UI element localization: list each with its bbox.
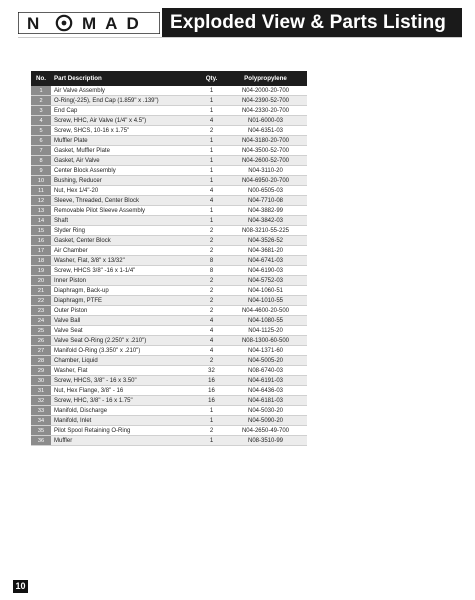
table-row (31, 276, 307, 286)
quantity-cell: 32 (199, 366, 224, 376)
table-row (31, 216, 307, 226)
polypropylene-part-cell: N04-3180-20-700 (224, 136, 307, 146)
part-number-cell: 30 (31, 376, 51, 386)
table-row (31, 326, 307, 336)
polypropylene-part-cell: N04-3842-03 (224, 216, 307, 226)
part-number-cell: 1 (31, 86, 51, 96)
quantity-cell: 4 (199, 316, 224, 326)
quantity-cell: 1 (199, 176, 224, 186)
part-number-cell: 8 (31, 156, 51, 166)
polypropylene-part-cell: N04-3882-99 (224, 206, 307, 216)
polypropylene-part-cell: N04-1060-51 (224, 286, 307, 296)
polypropylene-part-cell: N04-1010-55 (224, 296, 307, 306)
part-description-cell: Screw, HHCS 3/8" -16 x 1-1/4" (51, 266, 199, 276)
part-number-cell: 34 (31, 416, 51, 426)
part-description-cell: Slyder Ring (51, 226, 199, 236)
quantity-cell: 1 (199, 86, 224, 96)
polypropylene-part-cell: N04-4600-20-500 (224, 306, 307, 316)
part-description-cell: Air Valve Assembly (51, 86, 199, 96)
part-number-cell: 32 (31, 396, 51, 406)
polypropylene-part-cell: N04-5752-03 (224, 276, 307, 286)
table-row (31, 156, 307, 166)
table-row (31, 416, 307, 426)
quantity-cell: 16 (199, 376, 224, 386)
part-description-cell: Shaft (51, 216, 199, 226)
part-number-cell: 6 (31, 136, 51, 146)
part-number-cell: 4 (31, 116, 51, 126)
table-row (31, 166, 307, 176)
polypropylene-part-cell: N04-7710-08 (224, 196, 307, 206)
quantity-cell: 4 (199, 196, 224, 206)
part-number-cell: 28 (31, 356, 51, 366)
polypropylene-part-cell: N08-1300-60-500 (224, 336, 307, 346)
part-description-cell: Manifold, Discharge (51, 406, 199, 416)
part-number-cell: 16 (31, 236, 51, 246)
table-row (31, 106, 307, 116)
part-description-cell: Gasket, Air Valve (51, 156, 199, 166)
polypropylene-part-cell: N01-6000-03 (224, 116, 307, 126)
quantity-cell: 4 (199, 116, 224, 126)
part-number-cell: 31 (31, 386, 51, 396)
part-description-cell: Gasket, Muffler Plate (51, 146, 199, 156)
quantity-cell: 4 (199, 346, 224, 356)
page-header (0, 8, 475, 38)
quantity-cell: 8 (199, 256, 224, 266)
part-number-cell: 11 (31, 186, 51, 196)
part-description-cell: O-Ring(-225), End Cap (1.859" x .139") (51, 96, 199, 106)
part-number-cell: 26 (31, 336, 51, 346)
quantity-cell: 1 (199, 136, 224, 146)
quantity-cell: 4 (199, 336, 224, 346)
polypropylene-part-cell: N04-1371-60 (224, 346, 307, 356)
part-description-cell: Valve Seat O-Ring (2.250" x .210") (51, 336, 199, 346)
polypropylene-part-cell: N04-2600-52-700 (224, 156, 307, 166)
part-description-cell: Outer Piston (51, 306, 199, 316)
table-row (31, 246, 307, 256)
polypropylene-part-cell: N04-2330-20-700 (224, 106, 307, 116)
part-number-cell: 14 (31, 216, 51, 226)
part-number-cell: 12 (31, 196, 51, 206)
part-number-cell: 22 (31, 296, 51, 306)
quantity-cell: 2 (199, 246, 224, 256)
part-number-cell: 18 (31, 256, 51, 266)
nomad-logo-graphic (18, 12, 160, 34)
part-number-cell: 2 (31, 96, 51, 106)
part-description-cell: Manifold, Inlet (51, 416, 199, 426)
part-number-cell: 10 (31, 176, 51, 186)
quantity-cell: 1 (199, 146, 224, 156)
polypropylene-part-cell: N04-5090-20 (224, 416, 307, 426)
table-row (31, 396, 307, 406)
table-row (31, 256, 307, 266)
svg-text:N: N (27, 14, 49, 33)
quantity-cell: 1 (199, 106, 224, 116)
part-description-cell: Pilot Spool Retaining O-Ring (51, 426, 199, 436)
part-number-cell: 20 (31, 276, 51, 286)
quantity-cell: 1 (199, 96, 224, 106)
table-row (31, 116, 307, 126)
part-description-cell: Screw, HHC, 3/8" - 16 x 1.75" (51, 396, 199, 406)
page-number: 10 (13, 580, 28, 593)
part-description-cell: Nut, Hex Flange, 3/8" - 16 (51, 386, 199, 396)
quantity-cell: 4 (199, 186, 224, 196)
part-number-cell: 9 (31, 166, 51, 176)
polypropylene-part-cell: N04-3526-52 (224, 236, 307, 246)
polypropylene-part-cell: N04-1125-20 (224, 326, 307, 336)
part-description-cell: Center Block Assembly (51, 166, 199, 176)
polypropylene-part-cell: N04-6950-20-700 (224, 176, 307, 186)
column-header-qty: Qty. (199, 71, 224, 86)
part-description-cell: Muffler (51, 436, 199, 446)
part-number-cell: 3 (31, 106, 51, 116)
polypropylene-part-cell: N04-1080-55 (224, 316, 307, 326)
polypropylene-part-cell: N00-6505-03 (224, 186, 307, 196)
quantity-cell: 2 (199, 296, 224, 306)
part-description-cell: Bushing, Reducer (51, 176, 199, 186)
quantity-cell: 8 (199, 266, 224, 276)
parts-table (31, 71, 307, 446)
polypropylene-part-cell: N08-6740-03 (224, 366, 307, 376)
table-row (31, 426, 307, 436)
table-row (31, 196, 307, 206)
table-row (31, 286, 307, 296)
part-number-cell: 36 (31, 436, 51, 446)
polypropylene-part-cell: N04-2650-49-700 (224, 426, 307, 436)
column-header-description: Part Description (51, 71, 199, 86)
part-number-cell: 15 (31, 226, 51, 236)
polypropylene-part-cell: N04-3110-20 (224, 166, 307, 176)
table-row (31, 266, 307, 276)
part-description-cell: Manifold O-Ring (3.350" x .210") (51, 346, 199, 356)
table-row (31, 136, 307, 146)
polypropylene-part-cell: N04-6190-03 (224, 266, 307, 276)
part-description-cell: Diaphragm, Back-up (51, 286, 199, 296)
part-number-cell: 27 (31, 346, 51, 356)
polypropylene-part-cell: N04-5005-20 (224, 356, 307, 366)
polypropylene-part-cell: N04-6741-03 (224, 256, 307, 266)
quantity-cell: 16 (199, 396, 224, 406)
table-row (31, 386, 307, 396)
quantity-cell: 2 (199, 276, 224, 286)
table-row (31, 176, 307, 186)
table-header-row (31, 71, 307, 86)
quantity-cell: 16 (199, 386, 224, 396)
quantity-cell: 4 (199, 326, 224, 336)
part-number-cell: 25 (31, 326, 51, 336)
quantity-cell: 1 (199, 406, 224, 416)
table-row (31, 96, 307, 106)
part-description-cell: Gasket, Center Block (51, 236, 199, 246)
part-description-cell: Screw, HHC, Air Valve (1/4" x 4.5") (51, 116, 199, 126)
part-number-cell: 19 (31, 266, 51, 276)
polypropylene-part-cell: N04-6351-03 (224, 126, 307, 136)
table-row (31, 436, 307, 446)
part-description-cell: Air Chamber (51, 246, 199, 256)
table-row (31, 336, 307, 346)
column-header-polypropylene: Polypropylene (224, 71, 307, 86)
part-number-cell: 5 (31, 126, 51, 136)
table-row (31, 86, 307, 96)
part-description-cell: Chamber, Liquid (51, 356, 199, 366)
part-number-cell: 33 (31, 406, 51, 416)
table-row (31, 236, 307, 246)
polypropylene-part-cell: N04-3681-20 (224, 246, 307, 256)
page-title: Exploded View & Parts Listing (162, 8, 462, 38)
table-row (31, 316, 307, 326)
polypropylene-part-cell: N04-6191-03 (224, 376, 307, 386)
table-row (31, 206, 307, 216)
quantity-cell: 2 (199, 356, 224, 366)
part-description-cell: Washer, Flat (51, 366, 199, 376)
table-row (31, 346, 307, 356)
part-number-cell: 23 (31, 306, 51, 316)
table-row (31, 356, 307, 366)
quantity-cell: 2 (199, 236, 224, 246)
part-description-cell: Valve Seat (51, 326, 199, 336)
polypropylene-part-cell: N04-2000-20-700 (224, 86, 307, 96)
polypropylene-part-cell: N08-3210-55-225 (224, 226, 307, 236)
quantity-cell: 1 (199, 156, 224, 166)
table-row (31, 406, 307, 416)
column-header-no: No. (31, 71, 51, 86)
polypropylene-part-cell: N08-3510-99 (224, 436, 307, 446)
quantity-cell: 1 (199, 436, 224, 446)
part-number-cell: 7 (31, 146, 51, 156)
parts-table-body (31, 86, 307, 446)
part-description-cell: Muffler Plate (51, 136, 199, 146)
nomad-logo (18, 12, 160, 34)
part-description-cell: End Cap (51, 106, 199, 116)
quantity-cell: 2 (199, 306, 224, 316)
table-row (31, 306, 307, 316)
svg-text:MAD: MAD (82, 14, 148, 33)
part-number-cell: 35 (31, 426, 51, 436)
part-number-cell: 13 (31, 206, 51, 216)
quantity-cell: 1 (199, 206, 224, 216)
table-row (31, 146, 307, 156)
quantity-cell: 2 (199, 226, 224, 236)
table-row (31, 296, 307, 306)
part-description-cell: Inner Piston (51, 276, 199, 286)
part-description-cell: Removable Pilot Sleeve Assembly (51, 206, 199, 216)
part-number-cell: 17 (31, 246, 51, 256)
quantity-cell: 2 (199, 126, 224, 136)
polypropylene-part-cell: N04-5030-20 (224, 406, 307, 416)
table-row (31, 126, 307, 136)
part-description-cell: Diaphragm, PTFE (51, 296, 199, 306)
part-description-cell: Screw, SHCS, 10-16 x 1.75" (51, 126, 199, 136)
part-description-cell: Screw, HHCS, 3/8" - 16 x 3.50" (51, 376, 199, 386)
quantity-cell: 2 (199, 426, 224, 436)
polypropylene-part-cell: N04-2390-52-700 (224, 96, 307, 106)
table-row (31, 376, 307, 386)
part-number-cell: 21 (31, 286, 51, 296)
quantity-cell: 1 (199, 416, 224, 426)
part-description-cell: Washer, Flat, 3/8" x 13/32" (51, 256, 199, 266)
table-row (31, 186, 307, 196)
part-number-cell: 29 (31, 366, 51, 376)
part-description-cell: Sleeve, Threaded, Center Block (51, 196, 199, 206)
part-number-cell: 24 (31, 316, 51, 326)
polypropylene-part-cell: N04-6181-03 (224, 396, 307, 406)
header-divider (18, 37, 462, 38)
quantity-cell: 1 (199, 216, 224, 226)
polypropylene-part-cell: N04-3500-52-700 (224, 146, 307, 156)
part-description-cell: Nut, Hex 1/4"-20 (51, 186, 199, 196)
quantity-cell: 1 (199, 166, 224, 176)
table-row (31, 366, 307, 376)
part-description-cell: Valve Ball (51, 316, 199, 326)
table-row (31, 226, 307, 236)
polypropylene-part-cell: N04-6436-03 (224, 386, 307, 396)
quantity-cell: 2 (199, 286, 224, 296)
